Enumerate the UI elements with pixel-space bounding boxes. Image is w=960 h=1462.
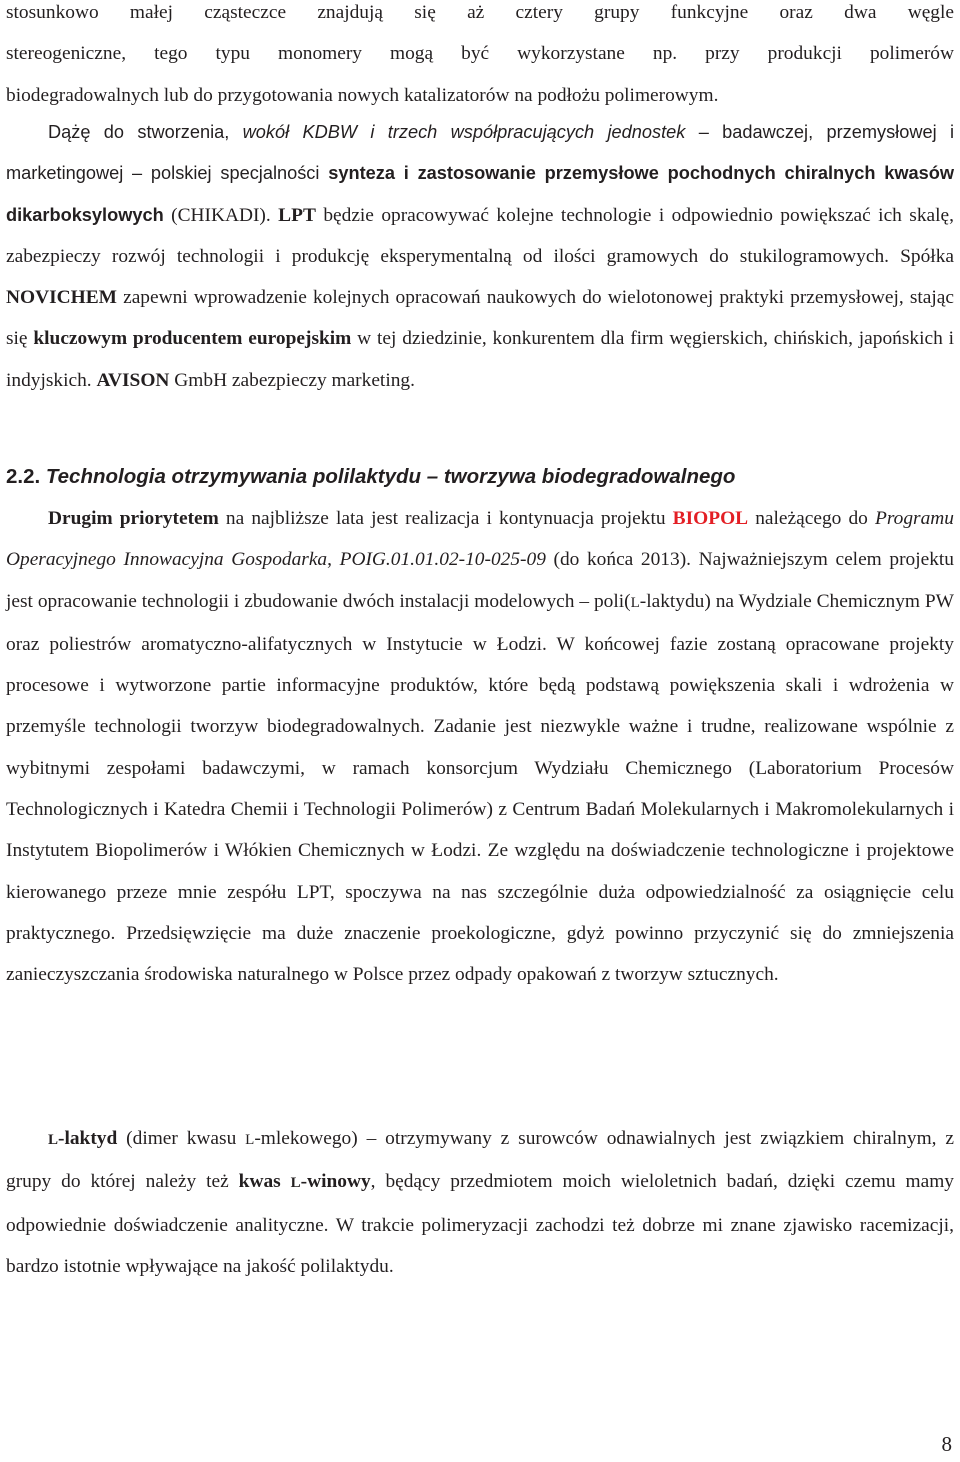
text-run: w tej dziedzinie, konkurentem dla firm węgierskich, chińskich, japońskich i indyjskich. [6, 328, 954, 391]
section-title: Technologia otrzymywania polilaktydu – tworzywa biodegradowalnego [40, 465, 736, 488]
text-run-bold: AVISON [96, 369, 170, 391]
text-run: (CHIKADI). [163, 204, 279, 226]
text-run: – badawczej, przemysłowej i marketingowej – polskiej specjalności [6, 122, 954, 184]
paragraph-l-laktyd [6, 1118, 954, 1287]
text-run-small-caps: L [630, 594, 640, 611]
text-run-italic: Programu Operacyjnego Innowacyjna Gospodarka [6, 508, 954, 571]
text-line: biodegradowalnych lub do przygotowania nowych katalizatorów na podłożu polimerowym. [6, 84, 719, 106]
text-run: zapewni wprowadzenie kolejnych opracowań naukowych do wielotonowej praktyki przemysłowej, stając się [6, 287, 954, 350]
section-number: 2.2. [6, 465, 41, 488]
text-run-small-caps: L [245, 1132, 255, 1148]
paragraph-kdbw [6, 112, 954, 401]
text-run: na najbliższe lata jest realizacja i kontynuacja projektu [218, 508, 673, 529]
text-run: , [327, 549, 340, 571]
text-line: stereogeniczne, tego typu monomery mogą być wykorzystane np. przy produkcji polimerów [6, 43, 954, 65]
paragraph-continuation [6, 0, 954, 116]
text-run-bold: kwas [238, 1171, 291, 1193]
text-line: stosunkowo małej cząsteczce znajdują się aż cztery grupy funkcyjne oraz dwa węgle [6, 2, 954, 23]
text-run-bold: -laktyd [58, 1128, 118, 1149]
page-number: 8 [941, 1432, 952, 1456]
text-run-bold: kluczowym producentem europejskim [33, 328, 352, 350]
section-heading [6, 460, 954, 494]
project-name-highlight: BIOPOL [672, 508, 749, 529]
text-run: -mlekowego) – otrzymywany z surowców odnawialnych jest związkiem chiralnym, z grupy do której należy też [6, 1128, 954, 1193]
text-run: (do końca 2013). Najważniejszym celem projektu jest opracowanie technologii i zbudowanie dwóch instalacji modelowych – poli( [6, 549, 955, 612]
text-run: Dążę do stworzenia, [48, 122, 243, 142]
text-run-bold: LPT [278, 204, 316, 226]
text-run: będzie opracowywać kolejne technologie i odpowiednio powiększać ich skalę, zabezpieczy rozwój technologii i produkcję eksperymentalną od ilości gramowych do stukilogramowych. Spółka [6, 204, 954, 267]
text-run: (dimer kwasu [117, 1128, 246, 1149]
text-run-small-caps: L [290, 1175, 301, 1192]
text-run: GmbH zabezpieczy marketing. [169, 369, 415, 391]
text-run-italic: wokół KDBW i trzech współpracujących jednostek [242, 122, 686, 142]
text-run: , będący przedmiotem moich wieloletnich badań, dzięki czemu mamy odpowiednie doświadczenie analityczne. W trakcie polimeryzacji zachodzi też dobrze mi znane zjawisko racemizacji, bardzo istotnie wpływające na jakość polilaktydu. [6, 1171, 954, 1277]
text-run-bold: synteza i zastosowanie przemysłowe pochodnych chiralnych kwasów dikarboksylowych [6, 163, 954, 225]
text-run-italic: POIG.01.01.02-10-025-09 [339, 549, 546, 571]
text-run: -laktydu) na Wydziale Chemicznym PW oraz poliestrów aromatyczno-alifatycznych w Instytucie w Łodzi. W końcowej fazie zostaną opracowane projekty procesowe i wytworzone partie informacyjne produktów, które będą podstawą powiększenia skali i wdrożenia w przemyśle technologii tworzyw biodegradowalnych. Zadanie jest niezwykle ważne i trudne, realizowane wspólnie z wybitnymi zespołami badawczymi, w ramach konsorcjum Wydziału Chemicznego (Laboratorium Procesów Technologicznych i Katedra Chemii i Technologii Polimerów) z Centrum Badań Molekularnych i Makromolekularnych i Instytutem Biopolimerów i Włókien Chemicznych w Łodzi. Ze względu na doświadczenie technologiczne i projektowe kierowanego przeze mnie zespółu LPT, spoczywa na nas szczególnie duża odpowiedzialność za osiągnięcie celu praktycznego. Przedsięwzięcie ma duże znaczenie proekologiczne, gdyż powinno przyczynić się do zmniejszenia zanieczyszczania środowiska naturalnego w Polsce przez odpady opakowań z tworzyw sztucznych. [6, 590, 954, 986]
text-run-small-caps: L [48, 1132, 59, 1148]
text-run-bold: -winowy [300, 1171, 371, 1193]
text-run-bold: Drugim priorytetem [48, 508, 219, 529]
text-run-bold: NOVICHEM [6, 287, 117, 309]
paragraph-biopol [6, 498, 954, 996]
text-run: należącego do [748, 508, 875, 529]
